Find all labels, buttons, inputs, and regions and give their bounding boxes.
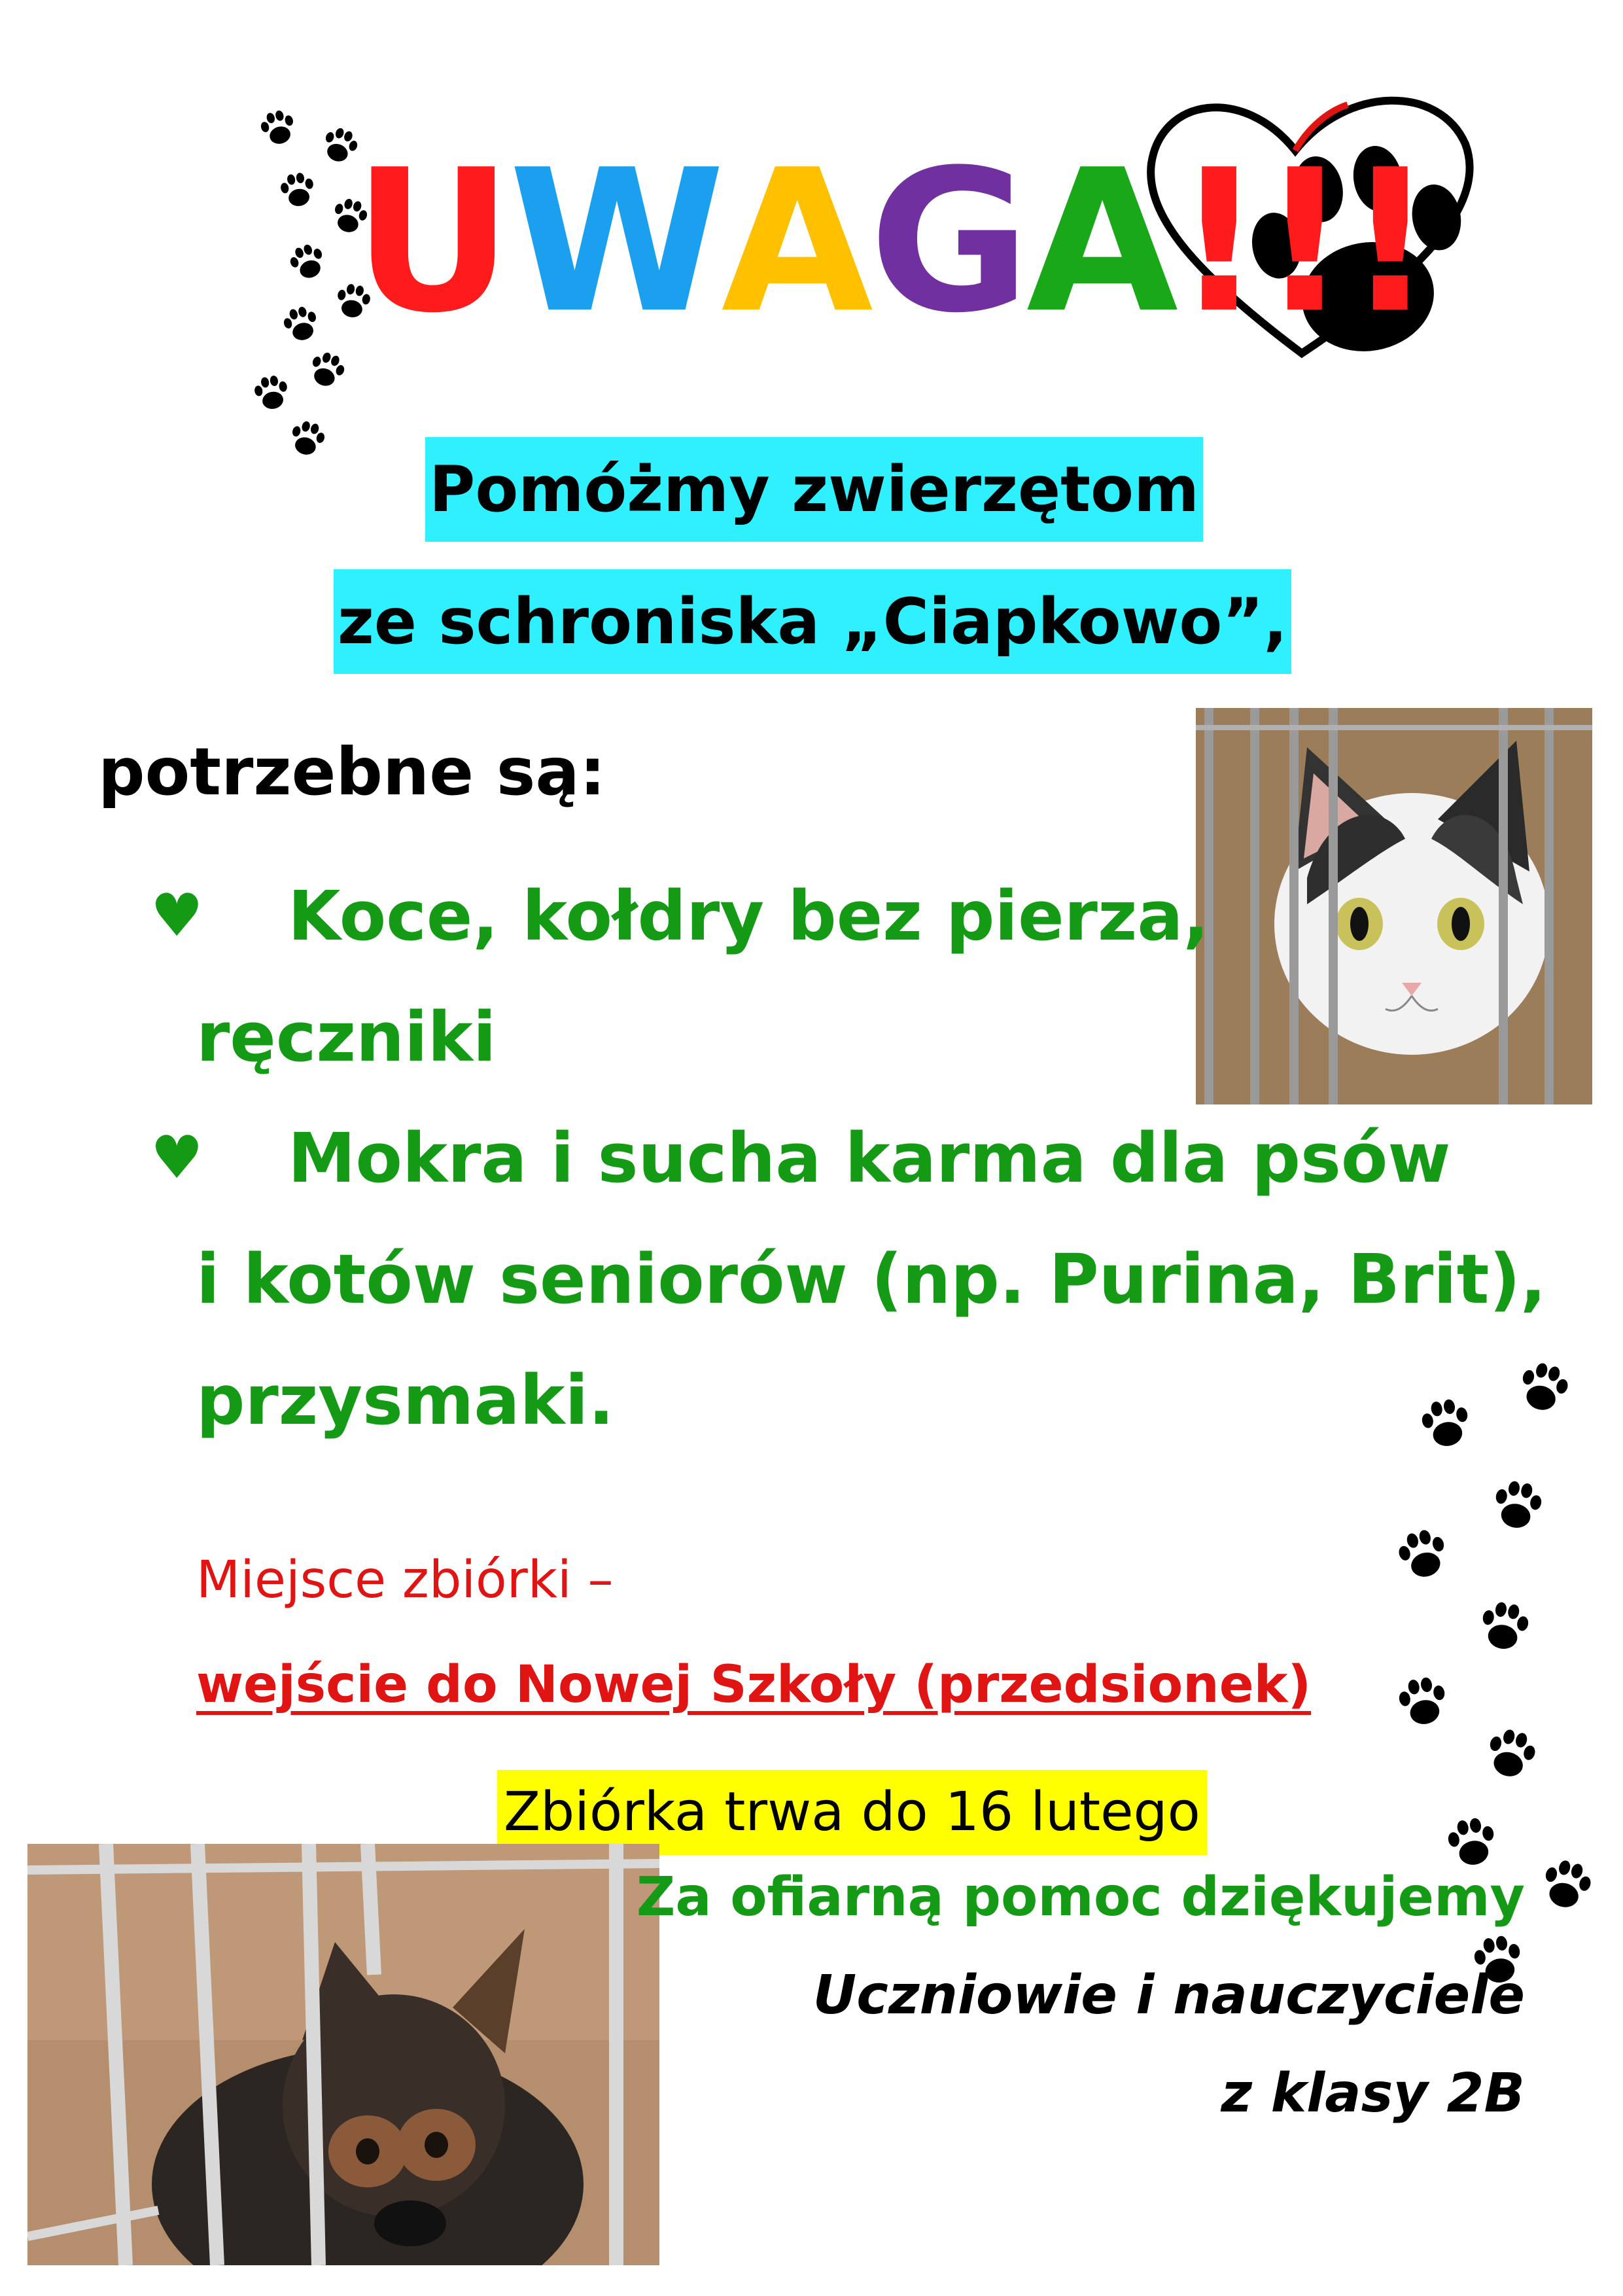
subtitle-line-2: ze schroniska „Ciapkowo”, — [334, 569, 1291, 674]
signature-line-1: Uczniowie i nauczyciele — [812, 1964, 1525, 2026]
paw-print-icon — [1483, 1725, 1539, 1782]
title-letter: ! — [1345, 128, 1431, 356]
list-item-2-line-1: Mokra i sucha karma dla psów — [288, 1118, 1451, 1198]
place-label: Miejsce zbiórki – — [196, 1551, 614, 1610]
paw-print-icon — [1539, 1856, 1595, 1913]
heart-bullet-icon: ♥ — [150, 1123, 203, 1192]
paw-print-icon — [1478, 1599, 1531, 1652]
title-letter: U — [353, 128, 509, 356]
title-letter: W — [508, 128, 722, 356]
place-value: wejście do Nowej Szkoły (przedsionek) — [196, 1655, 1312, 1714]
paw-print-icon — [287, 418, 327, 458]
title-letter: A — [1026, 128, 1175, 356]
paw-print-icon — [1491, 1478, 1544, 1531]
list-item-1-line-1: Koce, kołdry bez pierza, — [288, 876, 1210, 956]
page-title — [353, 128, 1431, 356]
heart-bullet-icon: ♥ — [150, 881, 203, 950]
title-letter: G — [869, 128, 1026, 356]
subtitle-line-1: Pomóżmy zwierzętom — [425, 437, 1203, 542]
paw-print-icon — [279, 171, 317, 209]
paw-print-icon — [258, 107, 298, 147]
thanks-text: Za ofiarną pomoc dziękujemy — [636, 1866, 1525, 1928]
list-item-2-line-3: przysmaki. — [196, 1360, 614, 1440]
needs-label: potrzebne są: — [98, 733, 606, 810]
paw-print-icon — [253, 374, 290, 412]
list-item-1-line-2: ręczniki — [196, 997, 497, 1077]
deadline-banner: Zbiórka trwa do 16 lutego — [497, 1770, 1207, 1855]
list-item-2-line-2: i kotów seniorów (np. Purina, Brit), — [196, 1239, 1546, 1319]
signature-line-2: z klasy 2B — [1221, 2062, 1525, 2125]
paw-print-icon — [287, 241, 328, 283]
paw-print-icon — [1395, 1526, 1451, 1582]
title-letter: A — [721, 128, 869, 356]
title-letter: ! — [1174, 128, 1260, 356]
dog-behind-fence-photo — [27, 1844, 659, 2265]
paw-print-icon — [281, 304, 321, 344]
cat-behind-bars-photo — [1196, 708, 1592, 1104]
paw-print-icon — [1396, 1674, 1449, 1727]
title-letter: ! — [1259, 128, 1346, 356]
paw-print-icon — [1419, 1396, 1472, 1449]
paw-print-icon — [306, 349, 348, 391]
paw-print-icon — [1516, 1359, 1572, 1415]
